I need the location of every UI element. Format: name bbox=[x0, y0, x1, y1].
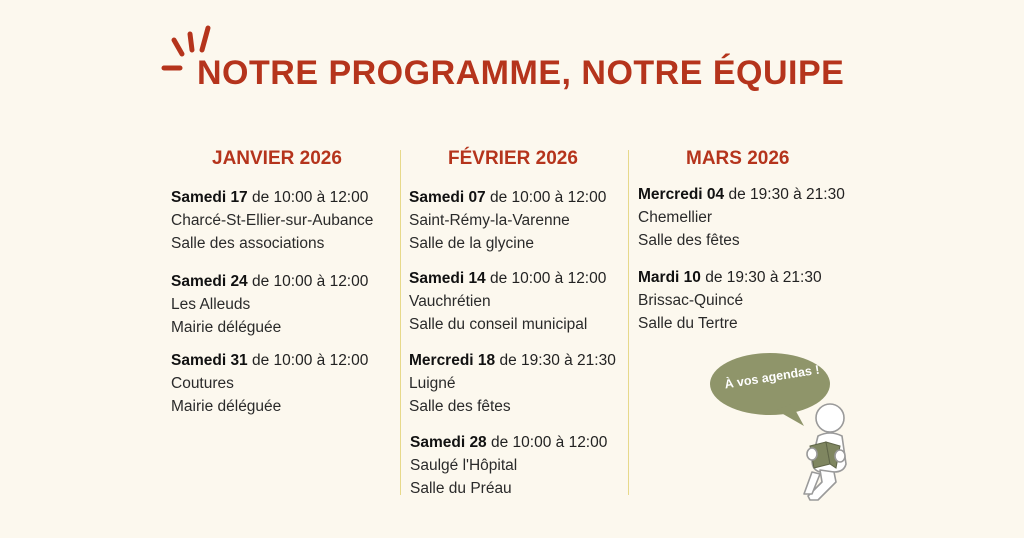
month-heading: FÉVRIER 2026 bbox=[448, 148, 578, 169]
event-place: Charcé-St-Ellier-sur-Aubance bbox=[171, 212, 374, 229]
event-item bbox=[171, 270, 368, 339]
reading-person-icon bbox=[798, 402, 858, 506]
event-day: Samedi 24 bbox=[171, 273, 248, 290]
event-day: Samedi 07 bbox=[409, 189, 486, 206]
event-time: de 10:00 à 12:00 bbox=[490, 270, 607, 287]
event-venue: Salle des associations bbox=[171, 235, 325, 252]
event-venue: Salle du Préau bbox=[410, 480, 512, 497]
event-venue: Salle du conseil municipal bbox=[409, 316, 588, 333]
event-venue: Mairie déléguée bbox=[171, 319, 282, 336]
event-place: Coutures bbox=[171, 375, 234, 392]
event-time: de 10:00 à 12:00 bbox=[491, 434, 608, 451]
month-heading: MARS 2026 bbox=[686, 148, 790, 169]
event-place: Saint-Rémy-la-Varenne bbox=[409, 212, 570, 229]
event-day: Mardi 10 bbox=[638, 269, 701, 286]
event-time: de 19:30 à 21:30 bbox=[705, 269, 822, 286]
event-place: Les Alleuds bbox=[171, 296, 251, 313]
event-day: Mercredi 18 bbox=[409, 352, 496, 369]
event-item bbox=[171, 186, 373, 255]
event-place: Vauchrétien bbox=[409, 293, 491, 310]
event-day: Mercredi 04 bbox=[638, 186, 725, 203]
event-time: de 10:00 à 12:00 bbox=[252, 273, 369, 290]
event-time: de 19:30 à 21:30 bbox=[728, 186, 845, 203]
page-title: NOTRE PROGRAMME, NOTRE ÉQUIPE bbox=[197, 54, 845, 92]
event-item bbox=[638, 183, 845, 252]
event-place: Saulgé l'Hôpital bbox=[410, 457, 518, 474]
event-time: de 10:00 à 12:00 bbox=[252, 189, 369, 206]
event-place: Brissac-Quincé bbox=[638, 292, 744, 309]
event-day: Samedi 31 bbox=[171, 352, 248, 369]
event-item bbox=[409, 186, 606, 255]
event-item bbox=[638, 266, 822, 335]
event-place: Chemellier bbox=[638, 209, 713, 226]
event-venue: Salle de la glycine bbox=[409, 235, 534, 252]
event-time: de 19:30 à 21:30 bbox=[499, 352, 616, 369]
event-venue: Salle des fêtes bbox=[409, 398, 511, 415]
column-separator bbox=[628, 150, 629, 495]
event-venue: Mairie déléguée bbox=[171, 398, 282, 415]
event-item bbox=[409, 349, 616, 418]
event-day: Samedi 17 bbox=[171, 189, 248, 206]
event-time: de 10:00 à 12:00 bbox=[490, 189, 607, 206]
event-item bbox=[171, 349, 368, 418]
event-time: de 10:00 à 12:00 bbox=[252, 352, 369, 369]
event-venue: Salle du Tertre bbox=[638, 315, 738, 332]
event-item bbox=[410, 431, 607, 500]
event-venue: Salle des fêtes bbox=[638, 232, 740, 249]
event-place: Luigné bbox=[409, 375, 456, 392]
month-heading: JANVIER 2026 bbox=[212, 148, 342, 169]
event-day: Samedi 28 bbox=[410, 434, 487, 451]
bubble-label: À vos agendas ! bbox=[723, 362, 821, 392]
event-day: Samedi 14 bbox=[409, 270, 486, 287]
column-separator bbox=[400, 150, 401, 495]
event-item bbox=[409, 267, 606, 336]
